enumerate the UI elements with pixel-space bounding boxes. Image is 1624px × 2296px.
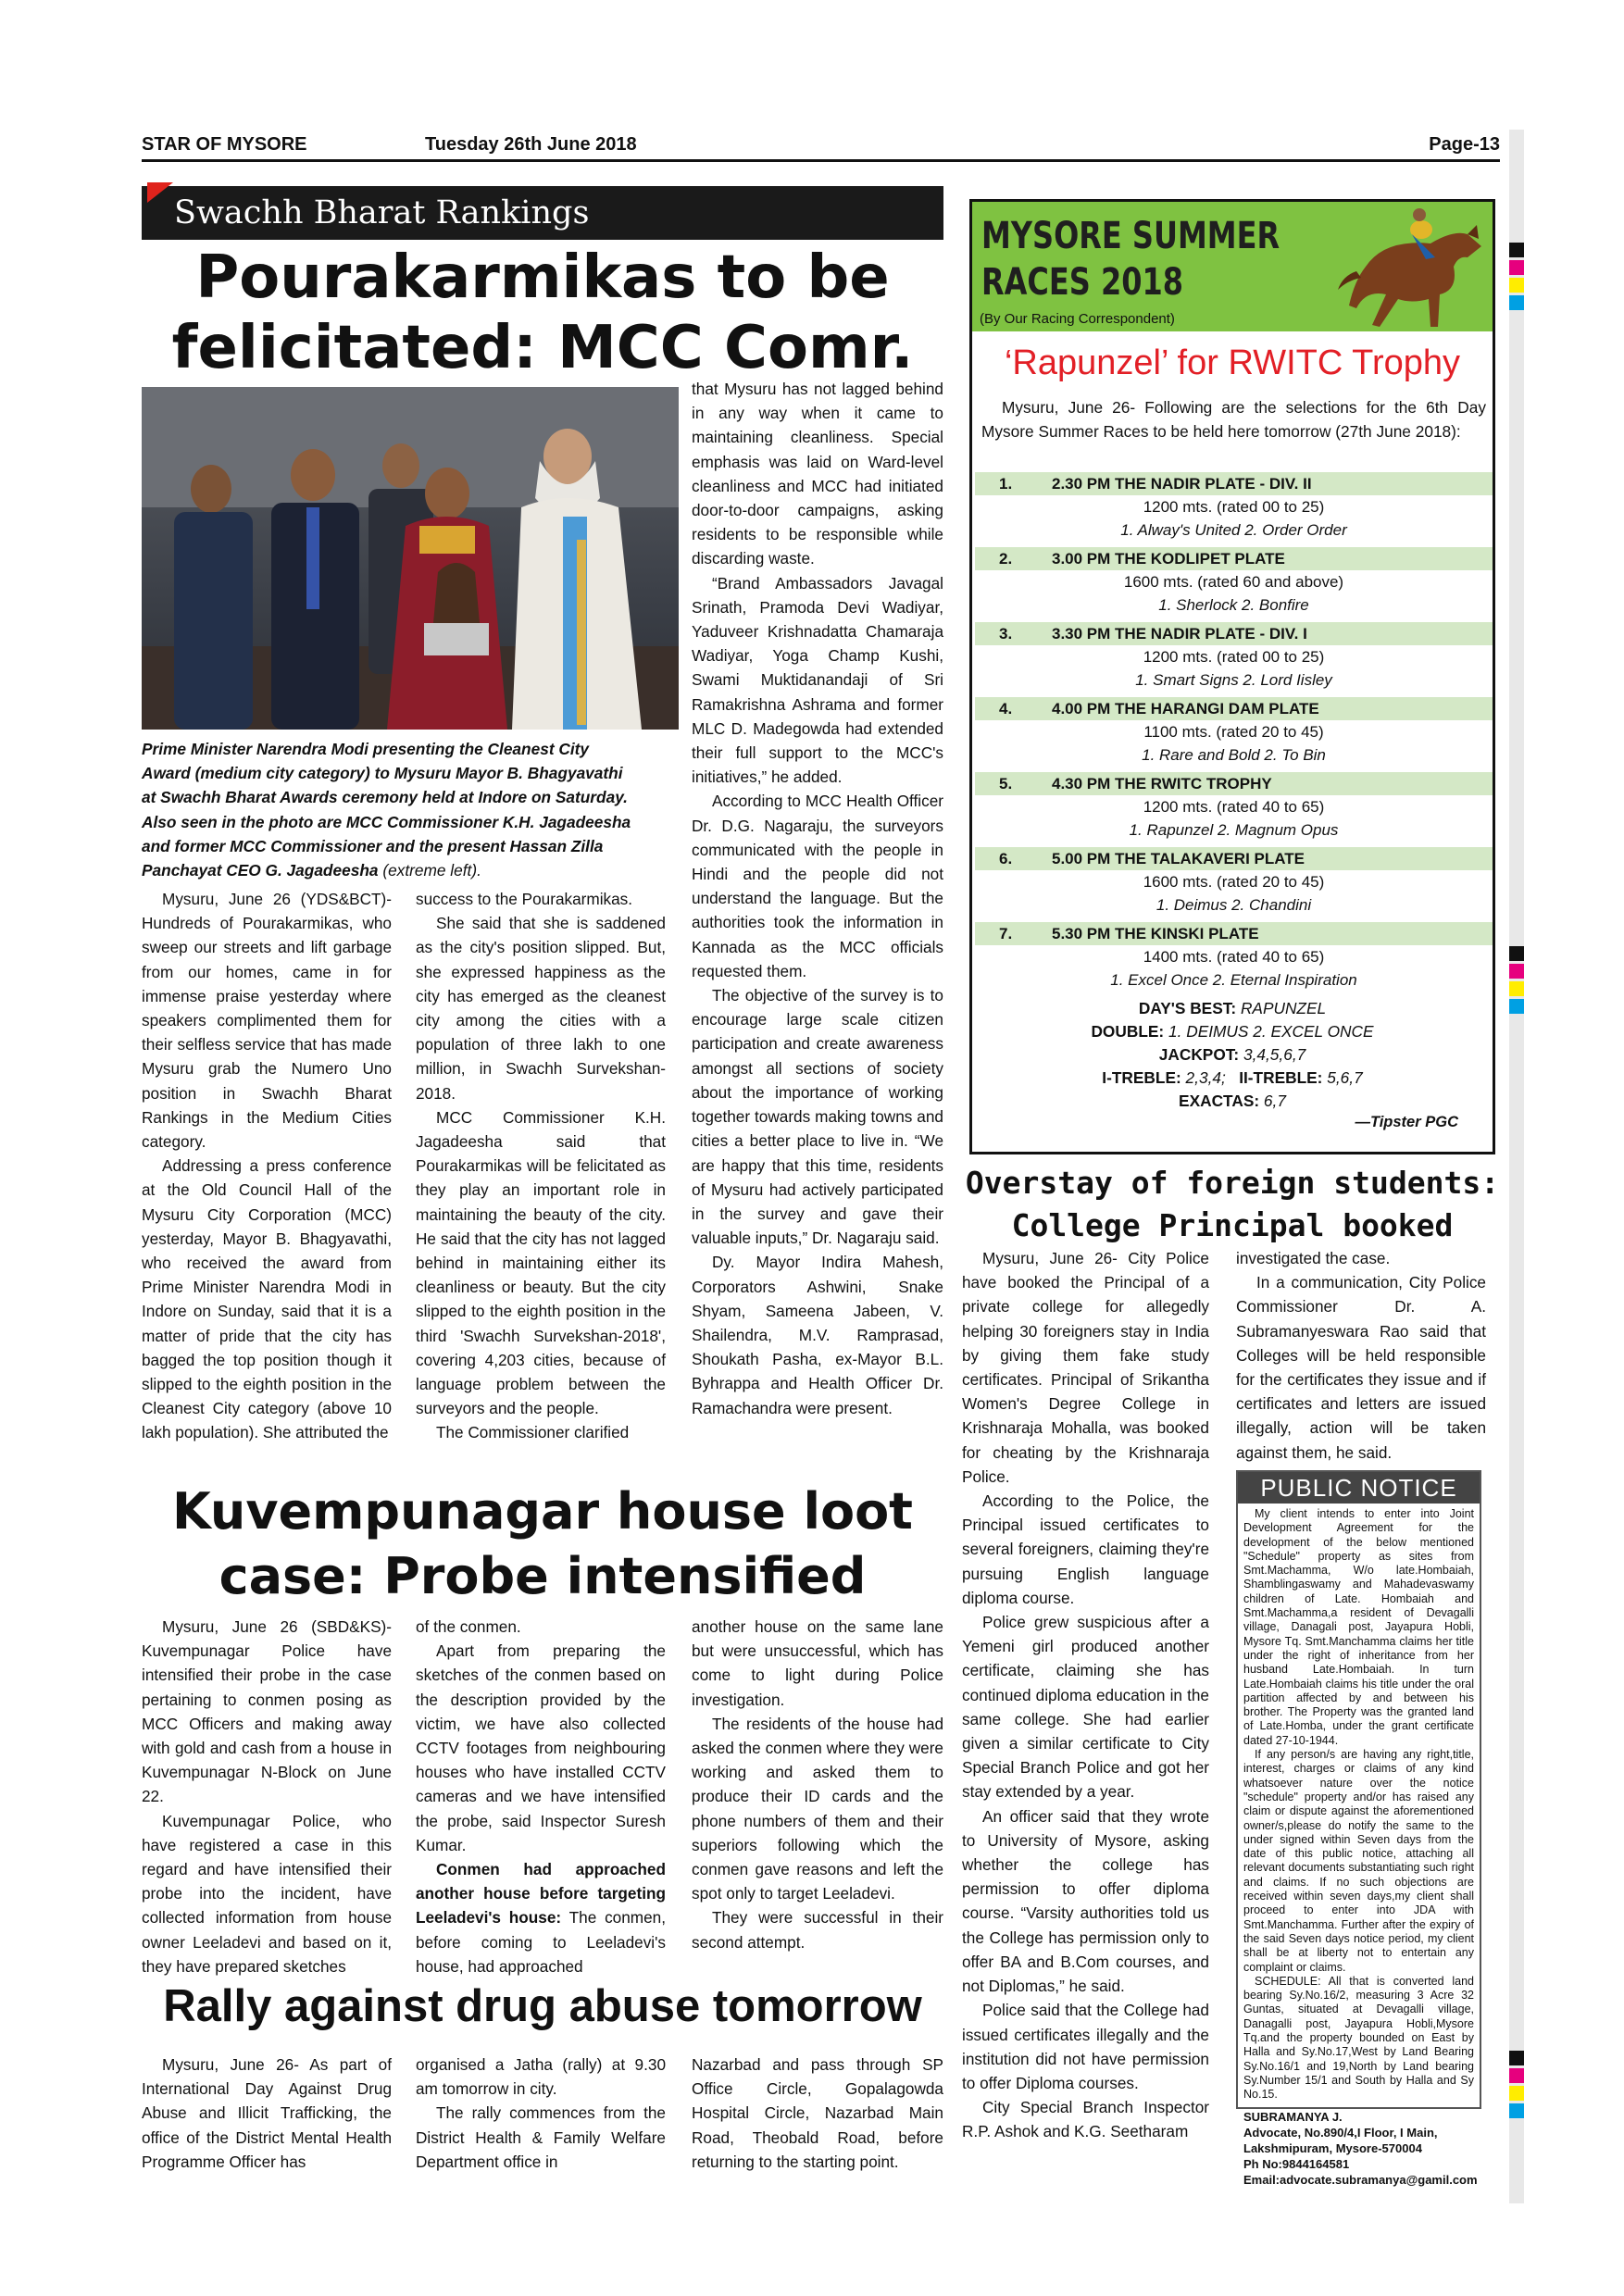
race-header-row xyxy=(975,697,1493,720)
race-picks: 1. Alway's United 2. Order Order xyxy=(1120,521,1347,539)
body-paragraph: According to the Police, the Principal issued certificates to several foreigners, claiming they're pursuing English language diploma course. xyxy=(962,1491,1209,1607)
banner-red-corner xyxy=(147,182,173,203)
story2-column-2 xyxy=(1236,1246,1486,1465)
page-number: Page-13 xyxy=(1429,134,1500,155)
tipster: —Tipster PGC xyxy=(1355,1114,1458,1130)
race-picks: 1. Rapunzel 2. Magnum Opus xyxy=(1129,821,1339,839)
races-intro: Mysuru, June 26- Following are the selections for the 6th Day Mysore Summer Races to be held here tomorrow (27th June 2018): xyxy=(981,398,1486,441)
body-paragraph: Dy. Mayor Indira Mahesh, Corporators Ashwini, Snake Shyam, Sameena Jabeen, V. Shailendra, M.V. Ramprasad, Shoukath Pasha, ex-Mayor B.L. Byhrappa and Health Officer Dr. Ramachandra were present. xyxy=(692,1253,943,1417)
body-paragraph: City Special Branch Inspector R.P. Ashok and K.G. Seetharam xyxy=(962,2098,1209,2141)
body-paragraph: They were successful in their second attempt. xyxy=(692,1908,943,1952)
race-distance: 1200 mts. (rated 40 to 65) xyxy=(1143,798,1325,816)
caption-line xyxy=(142,858,666,882)
race-entry xyxy=(975,547,1493,617)
race-distance: 1600 mts. (rated 60 and above) xyxy=(1123,573,1344,591)
race-picks: 1. Deimus 2. Chandini xyxy=(1156,896,1312,914)
double xyxy=(972,1020,1493,1043)
race-distance: 1400 mts. (rated 40 to 65) xyxy=(1143,948,1325,966)
body-text: The conmen, before coming to Leeladevi's house, had approached xyxy=(416,1908,666,1976)
double-value: 1. DEIMUS 2. EXCEL ONCE xyxy=(1168,1022,1374,1041)
sig-line: Email:advocate.subramanya@gamil.com xyxy=(1243,2173,1478,2188)
body-paragraph: MCC Commissioner K.H. Jagadeesha said that Pourakarmikas will be felicitated as they play an important role in maintaining the beauty of the city. He said that the city has not lagged behind in maintaining either its cleanliness or beauty. But the city slipped to the eighth position in the third 'Swachh Survekshan-2018', covering 4,203 cities, because of language problem between the surveyors and the people. xyxy=(416,1107,666,1418)
race-header-row xyxy=(975,622,1493,645)
race-number: 4. xyxy=(999,700,1013,718)
story3-headline-line2: case: Probe intensified xyxy=(219,1547,867,1605)
days-best-value: RAPUNZEL xyxy=(1240,999,1327,1017)
race-name: 5.30 PM THE KINSKI PLATE xyxy=(1052,925,1259,942)
race-distance: 1200 mts. (rated 00 to 25) xyxy=(1143,498,1325,516)
section-banner xyxy=(142,186,943,240)
race-header-row xyxy=(975,922,1493,945)
race-picks: 1. Smart Signs 2. Lord Iisley xyxy=(1135,671,1332,689)
sig-line: Ph No:9844164581 xyxy=(1243,2157,1350,2172)
races-byline: (By Our Racing Correspondent) xyxy=(980,311,1175,327)
section-banner-title: Swachh Bharat Rankings xyxy=(174,194,590,231)
iitreble-value: 5,6,7 xyxy=(1327,1068,1363,1087)
story4-headline: Rally against drug abuse tomorrow xyxy=(163,1981,922,2031)
races-title-panel xyxy=(972,202,1493,331)
story3-column-3 xyxy=(692,1615,943,1954)
body-paragraph: Mysuru, June 26 (YDS&BCT)- Hundreds of Pourakarmikas, who sweep our streets and lift garbage from our homes, came in for immense praise yesterday where speakers complimented them for their selfless service that has made Mysuru grab the Numero Uno position in Swachh Bharat Rankings in the Medium Cities category. xyxy=(142,890,392,1152)
horse-jockey-icon xyxy=(1329,202,1491,330)
public-notice-body-wrap xyxy=(1238,1504,1480,2191)
race-picks: 1. Excel Once 2. Eternal Inspiration xyxy=(1110,971,1357,989)
story2-headline-line1: Overstay of foreign students: xyxy=(965,1165,1500,1201)
caption-line: Prime Minister Narendra Modi presenting the Cleanest City xyxy=(142,740,590,758)
race-entry xyxy=(975,847,1493,917)
race-number: 6. xyxy=(999,850,1013,867)
photo-caption xyxy=(142,737,666,882)
story3-headline xyxy=(142,1479,943,1609)
caption-text: Panchayat CEO G. Jagadeesha xyxy=(142,861,379,880)
body-paragraph: success to the Pourakarmikas. xyxy=(416,890,633,908)
award-photo-illustration xyxy=(142,387,679,730)
race-name: 5.00 PM THE TALAKAVERI PLATE xyxy=(1052,850,1305,867)
header-rule xyxy=(142,159,1500,162)
story1-headline-line1: Pourakarmikas to be xyxy=(195,243,890,312)
double-label: DOUBLE: xyxy=(1091,1022,1165,1041)
body-paragraph: that Mysuru has not lagged behind in any way when it came to maintaining cleanliness. Special emphasis was laid on Ward-level cleanliness and MCC had initiated door-to-door campaigns, asking residents to be responsible while discarding waste. xyxy=(692,380,943,568)
body-paragraph: of the conmen. xyxy=(416,1617,521,1636)
race-name: 2.30 PM THE NADIR PLATE - DIV. II xyxy=(1052,475,1312,493)
caption-line: at Swachh Bharat Awards ceremony held at Indore on Saturday. xyxy=(142,788,628,807)
jackpot xyxy=(972,1043,1493,1067)
color-marks-bottom xyxy=(1509,2051,1524,2121)
race-number: 5. xyxy=(999,775,1013,792)
public-notice-body: My client intends to enter into Joint Development Agreement for the development of the below mentioned "Schedule" property as sites from Smt.Machamma, W/o late.Hombaiah, Shamblingaswamy and Mahadevaswamy children of Late. Hombaiah and Smt.Machamma,a resident of Devagalli village, Danagali post, Jayapura Hobli, Mysore Tq. Smt.Manchamma claims her title under the right of inheritance from her husband Late.Hombaiah. In turn Late.Hombaiah claims his title under the oral partition affected by and between his brother. The Property was the granted land of Late.Homba, under the grant certificate dated 27-10-1944. xyxy=(1243,1507,1474,1747)
exactas-label: EXACTAS: xyxy=(1179,1092,1260,1110)
caption-line: and former MCC Commissioner and the present Hassan Zilla xyxy=(142,836,604,855)
paper-name: STAR OF MYSORE xyxy=(142,134,307,155)
jackpot-value: 3,4,5,6,7 xyxy=(1243,1045,1306,1064)
sig-line: SUBRAMANYA J. xyxy=(1243,2110,1343,2125)
races-title-line2: RACES 2018 xyxy=(981,261,1183,304)
race-entry xyxy=(975,697,1493,767)
story3-headline-line1: Kuvempunagar house loot xyxy=(171,1482,913,1541)
color-marks-top xyxy=(1509,243,1524,313)
margin-strip xyxy=(1509,130,1524,2203)
public-notice xyxy=(1236,1470,1481,2188)
itreble-label: I-TREBLE: xyxy=(1102,1068,1181,1087)
story4-column-3 xyxy=(692,2053,943,2174)
days-best xyxy=(972,997,1493,1020)
body-paragraph: She said that she is saddened as the city's position slipped. But, she expressed happiness as the city has emerged as the cleanest city among the cities with a population of three lakh to one million, in Swachh Survekshan-2018. xyxy=(416,914,666,1103)
body-paragraph: Kuvempunagar Police, who have registered a case in this regard and have intensified their probe into the incident, have collected information from house owner Leeladevi and based on it, they have prepared sketches xyxy=(142,1811,392,1976)
race-entry xyxy=(975,922,1493,992)
body-paragraph: An officer said that they wrote to University of Mysore, asking whether the college has permission to offer diploma course. “Varsity authorities told us the College has permission only to offer BA and B.Com courses, and not Diplomas,” he said. xyxy=(962,1806,1209,1996)
caption-text-end: (extreme left). xyxy=(382,861,481,880)
race-entry xyxy=(975,772,1493,842)
exactas xyxy=(972,1090,1493,1113)
body-paragraph: Apart from preparing the sketches of the conmen based on the description provided by the victim, we have also collected CCTV footages from neighbouring houses who have installed CCTV cameras and we have intensified the probe, said Inspector Suresh Kumar. xyxy=(416,1641,666,1854)
races-summary xyxy=(972,997,1493,1113)
public-notice-body-2: If any person/s are having any right,title, interest, charges or claims of any kind whatsoever nature over the notice "schedule" property and/or has raised any claim or dispute against the aforementioned owner/s,please do notify the same to the under signed within Seven days from the date of this public notice, attaching all relevant documents substantiating such right and claims. If no such objections are received within seven days,my client shall proceed to enter into JDA with Smt.Manchamma. Further after the expiry of the said Seven days notice period, my client shall be at liberty not to entertain any complaint or claims. xyxy=(1243,1748,1474,1974)
issue-date: Tuesday 26th June 2018 xyxy=(425,134,637,155)
story2-headline-line2: College Principal booked xyxy=(1011,1207,1454,1243)
body-paragraph: Mysuru, June 26- City Police have booked the Principal of a private college for allegedly helping 30 foreigners stay in India by giving them fake study certificates. Principal of Srikantha Women's Degree College in Krishnaraja Mohalla, was booked for cheating by the Krishnaraja Police. xyxy=(962,1249,1209,1486)
body-paragraph: In a communication, City Police Commissioner Dr. A. Subramanyeswara Rao said that Colleges will be held responsible for the certificates they issue and if certificates and letters are issued illegally, action will be taken against them, he said. xyxy=(1236,1273,1486,1462)
subhead: Conmen had approached another house before targeting Leeladevi's house: xyxy=(416,1860,666,1928)
iitreble-label: II-TREBLE: xyxy=(1239,1068,1323,1087)
story1-column-3 xyxy=(692,377,943,1420)
public-notice-schedule: SCHEDULE: All that is converted land bearing Sy.No.16/2, measuring 3 Acre 32 Guntas, situated at Devagalli village, Danagalli post, Jayapura Hobli,Mysore Tq.and the property bounded on East by Halla and Sy.No.17,West by Land Bearing Sy.No.16/1 and 19,North by Land bearing Sy.Number 15/1 and South by Halla and Sy No.15. xyxy=(1243,1974,1474,2102)
award-photo xyxy=(142,387,679,730)
body-paragraph: The residents of the house had asked the conmen where they were working and asked them to produce their ID cards and the phone numbers of them and their superiors following which the conmen gave reasons and left the spot only to target Leeladevi. xyxy=(692,1714,943,1903)
race-number: 3. xyxy=(999,625,1013,643)
body-paragraph: Mysuru, June 26 (SBD&KS)- Kuvempunagar Police have intensified their probe in the case pertaining to conmen posing as MCC Officers and making away with gold and cash from a house in Kuvempunagar N-Block on June 22. xyxy=(142,1617,392,1806)
story2-headline xyxy=(963,1162,1502,1247)
race-header-row xyxy=(975,547,1493,570)
body-paragraph: investigated the case. xyxy=(1236,1249,1391,1267)
story3-column-2 xyxy=(416,1615,666,1978)
story1-column-1 xyxy=(142,887,392,1445)
race-distance: 1200 mts. (rated 00 to 25) xyxy=(1143,648,1325,666)
days-best-label: DAY'S BEST: xyxy=(1138,999,1237,1017)
story1-column-2 xyxy=(416,887,666,1445)
story4-column-2 xyxy=(416,2053,666,2174)
story3-column-1 xyxy=(142,1615,392,1978)
race-number: 1. xyxy=(999,475,1013,493)
race-picks: 1. Rare and Bold 2. To Bin xyxy=(1142,746,1326,764)
race-number: 2. xyxy=(999,550,1013,568)
jackpot-label: JACKPOT: xyxy=(1158,1045,1240,1064)
caption-line: Award (medium city category) to Mysuru Mayor B. Bhagyavathi xyxy=(142,764,623,783)
body-paragraph: The Commissioner clarified xyxy=(436,1423,630,1442)
race-name: 3.00 PM THE KODLIPET PLATE xyxy=(1052,550,1285,568)
body-paragraph: another house on the same lane but were unsuccessful, which has come to light during Police investigation. xyxy=(692,1617,943,1709)
public-notice-title: PUBLIC NOTICE xyxy=(1238,1472,1480,1504)
itreble-value: 2,3,4; xyxy=(1185,1068,1226,1087)
body-paragraph: organised a Jatha (rally) at 9.30 am tomorrow in city. xyxy=(416,2055,666,2099)
exactas-value: 6,7 xyxy=(1263,1092,1286,1110)
story1-headline xyxy=(142,243,943,383)
body-paragraph: Police grew suspicious after a Yemeni girl produced another certificate, claiming she has continued diploma education in the same college. She had earlier given a similar certificate to City Special Branch Police and got her stay extended by a year. xyxy=(962,1613,1209,1802)
caption-line: Also seen in the photo are MCC Commissioner K.H. Jagadeesha xyxy=(142,812,631,831)
race-header-row xyxy=(975,772,1493,795)
race-name: 4.30 PM THE RWITC TROPHY xyxy=(1052,775,1272,792)
races-headline: ‘Rapunzel’ for RWITC Trophy xyxy=(1004,343,1461,382)
body-paragraph: The objective of the survey is to encourage large scale citizen participation and create awareness amongst all sections of society about the importance of working together towards making towns and cities a better place to live in. “We are happy that this time, residents of Mysuru had actively participated in the survey and gave their valuable inputs,” Dr. Nagaraju said. xyxy=(692,986,943,1248)
trebles xyxy=(972,1067,1493,1090)
race-distance: 1100 mts. (rated 20 to 45) xyxy=(1143,723,1324,741)
story1-headline-line2: felicitated: MCC Comr. xyxy=(171,314,914,382)
story4-column-1 xyxy=(142,2053,392,2174)
race-header-row xyxy=(975,472,1493,495)
body-paragraph: Police said that the College had issued certificates illegally and the institution did not have permission to offer Diploma courses. xyxy=(962,2001,1209,2092)
race-header-row xyxy=(975,847,1493,870)
body-paragraph xyxy=(416,1857,666,1978)
body-paragraph: According to MCC Health Officer Dr. D.G. Nagaraju, the surveyors communicated with the people in Hindi and the people did not understand the language. But the authorities took the information in Kannada as the MCC officials requested them. xyxy=(692,792,943,980)
body-paragraph: Nazarbad and pass through SP Office Circle, Gopalagowda Hospital Circle, Nazarbad Main Road, Theobald Road, before returning to the starting point. xyxy=(692,2055,943,2171)
color-marks-middle xyxy=(1509,946,1524,1017)
public-notice-signature xyxy=(1243,2109,1478,2188)
race-picks: 1. Sherlock 2. Bonfire xyxy=(1158,596,1309,614)
body-paragraph: Addressing a press conference at the Old Council Hall of the Mysuru City Corporation (MCC) yesterday, Mayor B. Bhagyavathi, who received the award from Prime Minister Narendra Modi in Indore on Sunday, said that it is a matter of pride that the city has bagged the top position though it slipped to the eighth position in the Cleanest City category (above 10 lakh population). She attributed the xyxy=(142,1156,392,1442)
race-name: 3.30 PM THE NADIR PLATE - DIV. I xyxy=(1052,625,1307,643)
race-name: 4.00 PM THE HARANGI DAM PLATE xyxy=(1052,700,1319,718)
races-title xyxy=(981,213,1280,306)
body-paragraph: The rally commences from the District Health & Family Welfare Department office in xyxy=(416,2103,666,2171)
sig-line: Lakshmipuram, Mysore-570004 xyxy=(1243,2141,1422,2156)
race-number: 7. xyxy=(999,925,1013,942)
body-paragraph: “Brand Ambassadors Javagal Srinath, Pramoda Devi Wadiyar, Yaduveer Krishnadatta Chamaraja Wadiyar, Yoga Champ Kushi, Swami Muktidanandaji of Sri Ramakrishna Ashrama and former MLC D. Madegowda had extended their full support to the MCC's initiatives,” he added. xyxy=(692,573,943,787)
running-header xyxy=(142,132,1500,160)
race-distance: 1600 mts. (rated 20 to 45) xyxy=(1143,873,1325,891)
races-title-line1: MYSORE SUMMER xyxy=(981,215,1280,257)
race-entry xyxy=(975,472,1493,542)
race-entry xyxy=(975,622,1493,692)
sig-line: Advocate, No.890/4,I Floor, I Main, xyxy=(1243,2126,1438,2140)
body-paragraph: Mysuru, June 26- As part of International Day Against Drug Abuse and Illicit Trafficking, the office of the District Mental Health Programme Officer has xyxy=(142,2055,392,2171)
story2-column-1 xyxy=(962,1246,1209,2144)
